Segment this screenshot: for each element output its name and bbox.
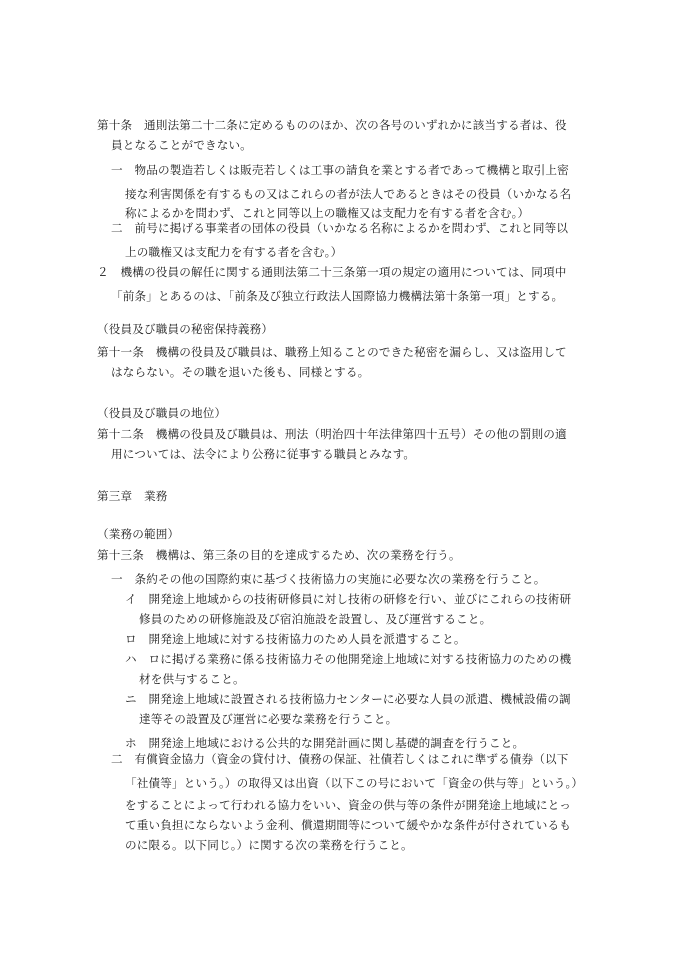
article-10-item-2: 二 前号に掲げる事業者の団体の役員（いかなる名称によるかを問わず、これと同等以 bbox=[111, 221, 569, 235]
article-13-item-2-line-5: のに限る。以下同じ。）に関する次の業務を行うこと。 bbox=[125, 838, 413, 852]
article-13-item-1-ha: ハ ロに掲げる業務に係る技術協力その他開発途上地域に対する技術協力のための機 bbox=[125, 652, 572, 666]
article-11-heading: 第十一条 機構の役員及び職員は、職務上知ることのできた秘密を漏らし、又は盗用して bbox=[97, 345, 567, 359]
article-13-item-1-ro: ロ 開発途上地域に対する技術協力のため人員を派遣すること。 bbox=[125, 632, 466, 646]
article-13-item-2-line-4: て重い負担にならないよう金利、償還期間等について緩やかな条件が付されているも bbox=[125, 818, 572, 832]
article-10-continuation: 員となることができない。 bbox=[111, 138, 252, 152]
article-11-caption: （役員及び職員の秘密保持義務） bbox=[97, 322, 274, 336]
article-13-caption: （業務の範囲） bbox=[97, 527, 180, 541]
article-13-item-1-ho: ホ 開発途上地域における公共的な開発計画に関し基礎的調査を行うこと。 bbox=[125, 736, 525, 750]
article-13-item-1-ni: ニ 開発途上地域に設置される技術協力センターに必要な人員の派遣、機械設備の調 bbox=[125, 692, 571, 706]
article-13-item-1-i-line-2: 修員のための研修施設及び宿泊施設を設置し、及び運営すること。 bbox=[139, 612, 492, 626]
article-10-heading: 第十条 通則法第二十二条に定めるもののほか、次の各号のいずれかに該当する者は、役 bbox=[97, 118, 567, 132]
article-13-heading: 第十三条 機構は、第三条の目的を達成するため、次の業務を行う。 bbox=[97, 548, 461, 562]
article-12-continuation: 用については、法令により公務に従事する職員とみなす。 bbox=[111, 447, 416, 461]
article-10-paragraph-2-line-2: 「前条」とあるのは、「前条及び独立行政法人国際協力機構法第十条第一項」とする。 bbox=[111, 289, 564, 303]
article-13-item-1-ha-line-2: 材を供与すること。 bbox=[139, 672, 245, 686]
article-10-item-1-line-3: 称によるかを問わず、これと同等以上の職権又は支配力を有する者を含む。） bbox=[125, 206, 530, 220]
article-10-item-1-line-2: 接な利害関係を有するもの又はこれらの者が法人であるときはその役員（いかなる名 bbox=[125, 187, 572, 201]
article-10-item-1: 一 物品の製造若しくは販売若しくは工事の請負を業とする者であって機構と取引上密 bbox=[111, 163, 569, 177]
article-13-item-2: 二 有償資金協力（資金の貸付け、債務の保証、社債若しくはこれに準ずる債券（以下 bbox=[111, 752, 569, 766]
article-12-heading: 第十二条 機構の役員及び職員は、刑法（明治四十年法律第四十五号）その他の罰則の適 bbox=[97, 427, 567, 441]
article-13-item-1-ni-line-2: 達等その設置及び運営に必要な業務を行うこと。 bbox=[139, 712, 398, 726]
article-13-item-2-line-2: 「社債等」という。）の取得又は出資（以下この号において「資金の供与等」という。） bbox=[125, 776, 584, 790]
article-10-item-2-line-2: 上の職権又は支配力を有する者を含む。） bbox=[125, 245, 343, 259]
article-13-item-1: 一 条約その他の国際約束に基づく技術協力の実施に必要な次の業務を行うこと。 bbox=[111, 572, 546, 586]
article-13-item-2-line-3: をすることによって行われる協力をいい、資金の供与等の条件が開発途上地域にとっ bbox=[125, 798, 572, 812]
chapter-3-title: 第三章 業務 bbox=[97, 489, 168, 503]
article-11-continuation: はならない。その職を退いた後も、同様とする。 bbox=[111, 365, 370, 379]
article-10-paragraph-2: ２ 機構の役員の解任に関する通則法第二十三条第一項の規定の適用については、同項中 bbox=[97, 265, 567, 279]
article-12-caption: （役員及び職員の地位） bbox=[97, 406, 227, 420]
article-13-item-1-i: イ 開発途上地域からの技術研修員に対し技術の研修を行い、並びにこれらの技術研 bbox=[125, 592, 572, 606]
